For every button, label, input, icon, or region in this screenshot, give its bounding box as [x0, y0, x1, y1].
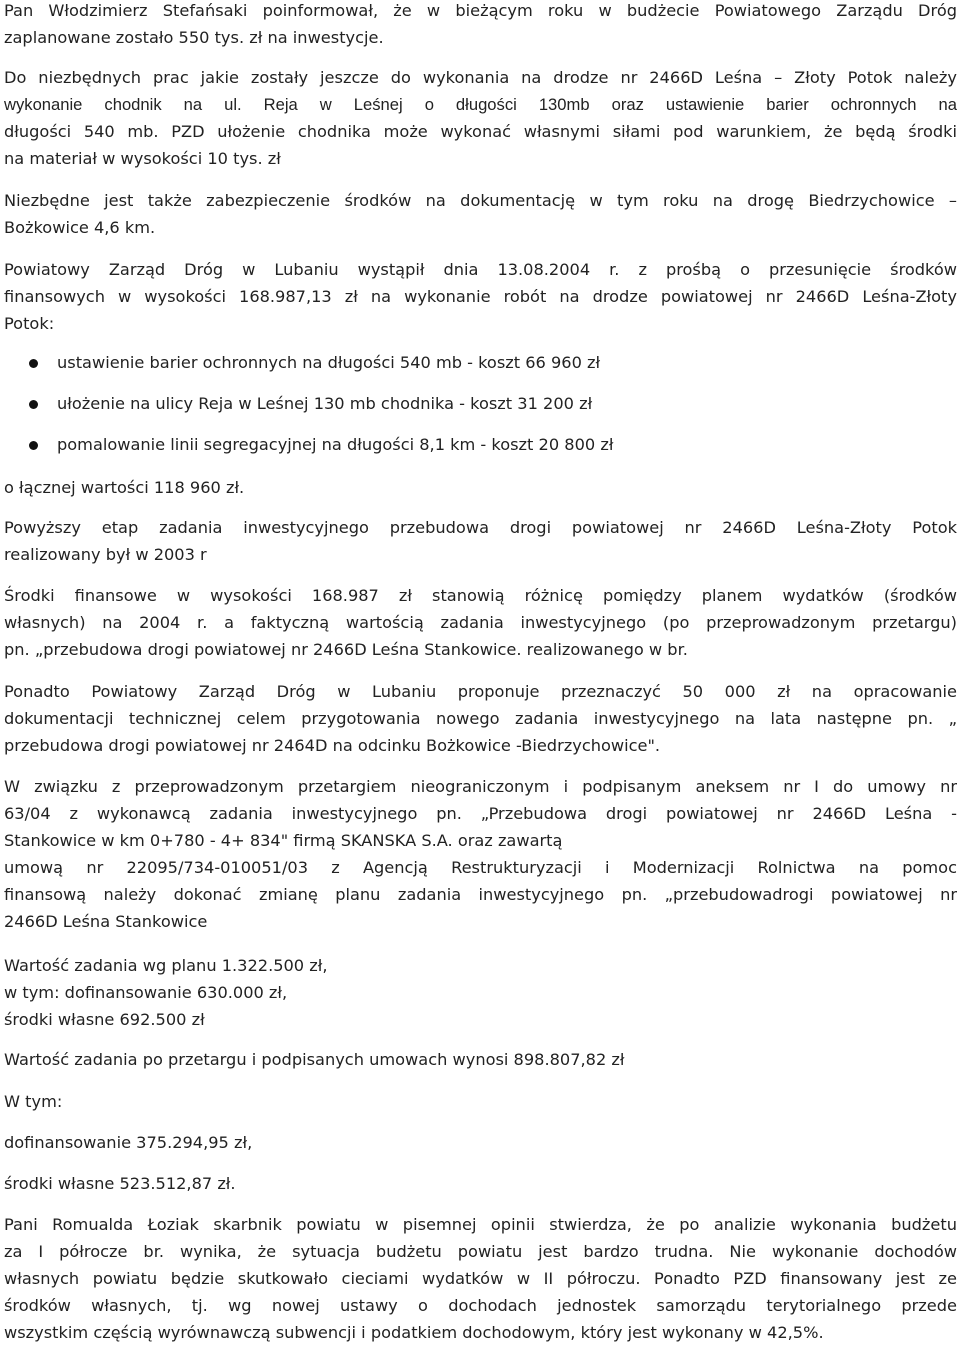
text-line: Bożkowice 4,6 km. [4, 218, 156, 237]
text-line: Powyższy etap zadania inwestycyjnego przebudowa drogi powiatowej nr 2466D Leśna-Złoty Potok [4, 518, 957, 537]
text-line: finansową należy dokonać zmianę planu zadania inwestycyjnego pn. „przebudowadrogi powiatowej nr [4, 885, 957, 904]
text-line: finansowych w wysokości 168.987,13 zł na wykonanie robót na drodze powiatowej nr 2466D Leśna-Złoty [4, 287, 957, 306]
text-line: własnych) na 2004 r. a faktyczną wartością zadania inwestycyjnego (po przeprowadzonym przetargu) [4, 613, 957, 632]
paragraph-in-which [4, 1088, 957, 1115]
text-line: własnych powiatu będzie skutkowało cieciami wydatków w II półroczu. Ponadto PZD finansowany jest ze [4, 1269, 957, 1288]
text-line: pn. „przebudowa drogi powiatowej nr 2466D Leśna Stankowice. realizowanego w br. [4, 640, 688, 659]
paragraph-required-works [4, 64, 957, 172]
text-line: zaplanowane zostało 550 tys. zł na inwestycje. [4, 28, 384, 47]
text-line: środków własnych, tj. wg nowej ustawy o dochodach jednostek samorządu terytorialnego przede [4, 1296, 957, 1315]
text-line: w tym: dofinansowanie 630.000 zł, [4, 983, 288, 1002]
text-line: 63/04 z wykonawcą zadania inwestycyjnego pn. „Przebudowa drogi powiatowej nr 2466D Leśna - [4, 804, 957, 823]
text-line: środki własne 523.512,87 zł. [4, 1174, 236, 1193]
text-line: Ponadto Powiatowy Zarząd Dróg w Lubaniu proponuje przeznaczyć 50 000 zł na opracowanie [4, 682, 957, 701]
text-line: środki własne 692.500 zł [4, 1010, 205, 1029]
text-line: Do niezbędnych prac jakie zostały jeszcze do wykonania na drodze nr 2466D Leśna – Złoty Potok należy [4, 68, 957, 87]
paragraph-total-value [4, 474, 957, 501]
text-line: Potok: [4, 314, 55, 333]
text-line: długości 540 mb. PZD ułożenie chodnika może wykonać własnymi siłami pod warunkiem, że będą środki [4, 122, 957, 141]
text-line: za I półrocze br. wynika, że sytuacja budżetu powiatu jest bardzo trudna. Nie wykonanie dochodów [4, 1242, 957, 1261]
text-line: 2466D Leśna Stankowice [4, 912, 208, 931]
bullet-dot-icon [29, 359, 38, 368]
paragraph-investment-stage [4, 514, 957, 568]
text-line: Wartość zadania po przetargu i podpisanych umowach wynosi 898.807,82 zł [4, 1050, 625, 1069]
text-line: Środki finansowe w wysokości 168.987 zł stanowią różnicę pomiędzy planem wydatków (środków [4, 586, 957, 605]
list-item-text: ustawienie barier ochronnych na długości 540 mb - koszt 66 960 zł [57, 353, 601, 372]
text-line: o łącznej wartości 118 960 zł. [4, 478, 245, 497]
bullet-dot-icon [29, 441, 38, 450]
text-line: wykonanie chodnik na ul. Reja w Leśnej o długości 130mb oraz ustawienie barier ochronnych na [4, 95, 957, 114]
cost-bullet-list [0, 349, 940, 472]
list-item [0, 390, 940, 431]
paragraph-own-funds [4, 1170, 957, 1197]
text-line: Pani Romualda Łoziak skarbnik powiatu w pisemnej opinii stwierdza, że po analizie wykonania budżetu [4, 1215, 957, 1234]
text-line: wszystkim częścią wyrównawczą subwencji i podatkiem dochodowym, który jest wykonany w 42,5%. [4, 1323, 824, 1342]
list-item [0, 349, 940, 390]
list-item-text: ułożenie na ulicy Reja w Leśnej 130 mb chodnika - koszt 31 200 zł [57, 394, 593, 413]
text-line: W związku z przeprowadzonym przetargiem nieograniczonym i podpisanym aneksem nr I do umowy nr [4, 777, 957, 796]
text-line: W tym: [4, 1092, 63, 1111]
paragraph-pzd-budget [4, 0, 957, 51]
text-line: na materiał w wysokości 10 tys. zł [4, 149, 281, 168]
text-line: umową nr 22095/734-010051/03 z Agencją Restrukturyzacji i Modernizacji Rolnictwa na pomoc [4, 858, 957, 877]
paragraph-treasurer-opinion [4, 1211, 957, 1346]
text-line: Stankowice w km 0+780 - 4+ 834" firmą SKANSKA S.A. oraz zawartą [4, 831, 563, 850]
paragraph-tender-annex [4, 773, 957, 935]
text-line: Powiatowy Zarząd Dróg w Lubaniu wystąpił dnia 13.08.2004 r. z prośbą o przesunięcie środków [4, 260, 957, 279]
paragraph-tender-value [4, 1046, 957, 1073]
paragraph-technical-documentation [4, 678, 957, 759]
text-line: przebudowa drogi powiatowej nr 2464D na odcinku Bożkowice -Biedrzychowice". [4, 736, 661, 755]
paragraph-funds-difference [4, 582, 957, 663]
paragraph-fund-transfer-request [4, 256, 957, 337]
list-item [0, 431, 940, 472]
text-line: dokumentacji technicznej celem przygotowania nowego zadania inwestycyjnego na lata następne pn. „ [4, 709, 957, 728]
text-line: Wartość zadania wg planu 1.322.500 zł, [4, 956, 328, 975]
text-line: realizowany był w 2003 r [4, 545, 207, 564]
text-line: Pan Włodzimierz Stefańsaki poinformował, że w bieżącym roku w budżecie Powiatowego Zarządu Dróg [4, 1, 957, 20]
bullet-dot-icon [29, 400, 38, 409]
paragraph-documentation [4, 187, 957, 241]
text-line: Niezbędne jest także zabezpieczenie środków na dokumentację w tym roku na drogę Biedrzychowice – [4, 191, 957, 210]
paragraph-cofinancing [4, 1129, 957, 1156]
list-item-text: pomalowanie linii segregacyjnej na długości 8,1 km - koszt 20 800 zł [57, 435, 614, 454]
text-line: dofinansowanie 375.294,95 zł, [4, 1133, 253, 1152]
paragraph-planned-value [4, 952, 957, 1033]
